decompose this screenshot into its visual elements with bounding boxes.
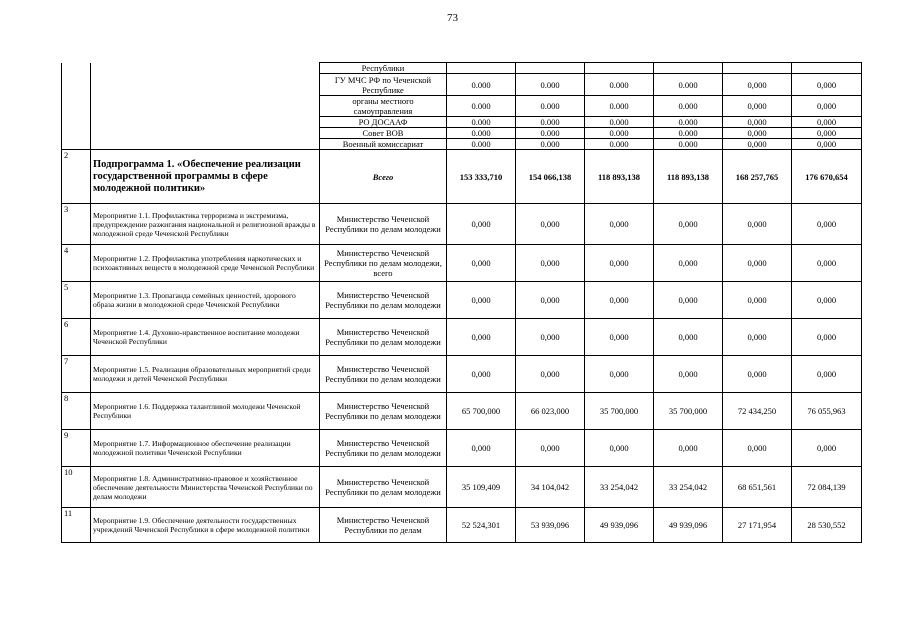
row-number-cell: 9	[62, 430, 91, 467]
value-cell: 35 700,000	[654, 393, 723, 430]
value-cell: 0.000	[447, 117, 516, 128]
value-cell: 28 530,552	[792, 508, 862, 543]
executor-cell: ГУ МЧС РФ по Чеченской Республике	[320, 74, 447, 96]
value-cell: 0,000	[516, 356, 585, 393]
row-name-cell	[91, 74, 320, 96]
executor-cell: Министерство Чеченской Республики по делам молодежи	[320, 204, 447, 245]
value-cell: 0.000	[654, 128, 723, 139]
value-cell	[447, 63, 516, 74]
executor-cell: Министерство Чеченской Республики по делам молодежи	[320, 467, 447, 508]
row-number-cell: 4	[62, 245, 91, 282]
value-cell: 0,000	[654, 282, 723, 319]
row-number-cell: 8	[62, 393, 91, 430]
value-cell: 0,000	[792, 117, 862, 128]
value-cell: 0.000	[447, 128, 516, 139]
executor-cell: Министерство Чеченской Республики по делам молодежи	[320, 319, 447, 356]
value-cell: 0,000	[654, 245, 723, 282]
value-cell: 0,000	[447, 319, 516, 356]
value-cell: 0.000	[516, 128, 585, 139]
value-cell	[792, 63, 862, 74]
value-cell: 0,000	[447, 430, 516, 467]
value-cell: 72 084,139	[792, 467, 862, 508]
value-cell: 0,000	[723, 117, 792, 128]
value-cell: 0,000	[792, 128, 862, 139]
value-cell: 0.000	[516, 74, 585, 96]
value-cell: 0,000	[792, 282, 862, 319]
row-number-cell: 2	[62, 150, 91, 204]
value-cell: 0.000	[654, 117, 723, 128]
executor-cell: Министерство Чеченской Республики по делам молодежи	[320, 356, 447, 393]
value-cell: 118 893,138	[585, 150, 654, 204]
value-cell: 65 700,000	[447, 393, 516, 430]
value-cell: 66 023,000	[516, 393, 585, 430]
value-cell: 0,000	[654, 430, 723, 467]
value-cell	[723, 63, 792, 74]
value-cell: 0.000	[516, 96, 585, 117]
value-cell: 0,000	[447, 282, 516, 319]
value-cell: 0,000	[792, 245, 862, 282]
executor-cell: Военный комиссариат	[320, 139, 447, 150]
value-cell: 0,000	[792, 139, 862, 150]
value-cell: 33 254,042	[654, 467, 723, 508]
activity-row	[62, 245, 862, 282]
value-cell: 0,000	[723, 96, 792, 117]
value-cell: 0.000	[447, 74, 516, 96]
value-cell: 0.000	[447, 96, 516, 117]
value-cell: 0,000	[516, 204, 585, 245]
value-cell: 0,000	[792, 96, 862, 117]
value-cell: 176 670,654	[792, 150, 862, 204]
value-cell: 0,000	[516, 282, 585, 319]
value-cell: 0,000	[723, 139, 792, 150]
value-cell: 0.000	[654, 139, 723, 150]
value-cell: 0,000	[447, 356, 516, 393]
row-name-cell: Мероприятие 1.7. Информационное обеспечение реализации молодежной политики Чеченской Республики	[91, 430, 320, 467]
value-cell: 0,000	[585, 430, 654, 467]
executor-cell: Всего	[320, 150, 447, 204]
value-cell: 0,000	[723, 245, 792, 282]
value-cell: 0,000	[447, 204, 516, 245]
row-name-cell: Мероприятие 1.3. Пропаганда семейных ценностей, здорового образа жизни в молодежной среде Чеченской Республики	[91, 282, 320, 319]
continuation-row	[62, 139, 862, 150]
value-cell: 0.000	[654, 96, 723, 117]
row-name-cell	[91, 63, 320, 74]
activity-row	[62, 282, 862, 319]
value-cell: 0,000	[654, 319, 723, 356]
value-cell: 52 524,301	[447, 508, 516, 543]
value-cell: 0.000	[585, 139, 654, 150]
value-cell: 0,000	[723, 282, 792, 319]
value-cell: 53 939,096	[516, 508, 585, 543]
value-cell: 0,000	[585, 356, 654, 393]
value-cell: 34 104,042	[516, 467, 585, 508]
value-cell	[654, 63, 723, 74]
row-number-cell	[62, 74, 91, 96]
value-cell: 0,000	[585, 319, 654, 356]
row-name-cell	[91, 139, 320, 150]
row-number-cell	[62, 96, 91, 117]
executor-cell: Министерство Чеченской Республики по делам молодежи, всего	[320, 245, 447, 282]
value-cell: 0,000	[723, 356, 792, 393]
continuation-row	[62, 63, 862, 74]
value-cell: 0.000	[516, 139, 585, 150]
value-cell: 33 254,042	[585, 467, 654, 508]
value-cell: 0.000	[585, 74, 654, 96]
value-cell	[516, 63, 585, 74]
row-name-cell: Мероприятие 1.5. Реализация образовательных мероприятий среди молодежи и детей Чеченской Республики	[91, 356, 320, 393]
value-cell: 0,000	[792, 204, 862, 245]
value-cell	[585, 63, 654, 74]
value-cell: 0,000	[792, 74, 862, 96]
row-number-cell: 3	[62, 204, 91, 245]
row-name-cell: Мероприятие 1.4. Духовно-нравственное воспитание молодежи Чеченской Республики	[91, 319, 320, 356]
budget-table	[61, 62, 862, 543]
row-name-cell	[91, 96, 320, 117]
value-cell: 0.000	[585, 117, 654, 128]
value-cell: 153 333,710	[447, 150, 516, 204]
value-cell: 154 066,138	[516, 150, 585, 204]
value-cell: 0,000	[447, 245, 516, 282]
activity-row	[62, 467, 862, 508]
row-number-cell	[62, 128, 91, 139]
value-cell: 0,000	[723, 204, 792, 245]
value-cell: 0,000	[723, 128, 792, 139]
value-cell: 0,000	[585, 245, 654, 282]
executor-cell: Республики	[320, 63, 447, 74]
value-cell: 49 939,096	[654, 508, 723, 543]
value-cell: 0,000	[723, 430, 792, 467]
value-cell: 68 651,561	[723, 467, 792, 508]
value-cell: 0,000	[516, 319, 585, 356]
executor-cell: Министерство Чеченской Республики по делам	[320, 508, 447, 543]
continuation-row	[62, 117, 862, 128]
row-name-cell: Мероприятие 1.6. Поддержка талантливой молодежи Чеченской Республики	[91, 393, 320, 430]
row-name-cell: Мероприятие 1.1. Профилактика терроризма и экстремизма, предупреждение разжигания национальной и религиозной вражды в молодежной среде Чеченской Республики	[91, 204, 320, 245]
row-name-cell	[91, 117, 320, 128]
value-cell: 35 109,409	[447, 467, 516, 508]
executor-cell: Министерство Чеченской Республики по делам молодежи	[320, 430, 447, 467]
value-cell: 0,000	[516, 430, 585, 467]
row-number-cell: 6	[62, 319, 91, 356]
value-cell: 76 055,963	[792, 393, 862, 430]
row-number-cell: 7	[62, 356, 91, 393]
value-cell: 0,000	[654, 356, 723, 393]
value-cell: 0,000	[585, 282, 654, 319]
value-cell: 168 257,765	[723, 150, 792, 204]
row-number-cell: 11	[62, 508, 91, 543]
value-cell: 0.000	[585, 96, 654, 117]
value-cell: 0,000	[654, 204, 723, 245]
row-name-cell: Мероприятие 1.8. Административно-правовое и хозяйственное обеспечение деятельности Министерства Чеченской Республики по делам молодежи	[91, 467, 320, 508]
value-cell: 0.000	[585, 128, 654, 139]
table-body	[62, 63, 862, 543]
activity-row	[62, 204, 862, 245]
continuation-row	[62, 96, 862, 117]
value-cell: 35 700,000	[585, 393, 654, 430]
executor-cell: РО ДОСААФ	[320, 117, 447, 128]
value-cell: 49 939,096	[585, 508, 654, 543]
activity-row	[62, 508, 862, 543]
activity-row	[62, 430, 862, 467]
row-name-cell: Мероприятие 1.2. Профилактика употребления наркотических и психоактивных веществ в молодежной среде Чеченской Республики	[91, 245, 320, 282]
row-name-cell: Мероприятие 1.9. Обеспечение деятельности государственных учреждений Чеченской Республики в сфере молодежной политики	[91, 508, 320, 543]
value-cell: 27 171,954	[723, 508, 792, 543]
value-cell: 0,000	[792, 319, 862, 356]
row-name-cell: Подпрограмма 1. «Обеспечение реализации государственной программы в сфере молодежной политики»	[91, 150, 320, 204]
executor-cell: Министерство Чеченской Республики по делам молодежи	[320, 282, 447, 319]
value-cell: 0,000	[516, 245, 585, 282]
value-cell: 72 434,250	[723, 393, 792, 430]
executor-cell: Совет ВОВ	[320, 128, 447, 139]
value-cell: 0.000	[654, 74, 723, 96]
row-number-cell: 5	[62, 282, 91, 319]
subprogram-row	[62, 150, 862, 204]
row-number-cell	[62, 139, 91, 150]
value-cell: 118 893,138	[654, 150, 723, 204]
executor-cell: органы местного самоуправления	[320, 96, 447, 117]
executor-cell: Министерство Чеченской Республики по делам молодежи	[320, 393, 447, 430]
row-number-cell: 10	[62, 467, 91, 508]
activity-row	[62, 393, 862, 430]
row-number-cell	[62, 63, 91, 74]
row-number-cell	[62, 117, 91, 128]
continuation-row	[62, 74, 862, 96]
value-cell: 0,000	[723, 74, 792, 96]
value-cell: 0,000	[585, 204, 654, 245]
activity-row	[62, 319, 862, 356]
value-cell: 0,000	[723, 319, 792, 356]
value-cell: 0,000	[792, 430, 862, 467]
continuation-row	[62, 128, 862, 139]
page-number: 73	[447, 12, 458, 24]
value-cell: 0.000	[516, 117, 585, 128]
activity-row	[62, 356, 862, 393]
row-name-cell	[91, 128, 320, 139]
value-cell: 0.000	[447, 139, 516, 150]
value-cell: 0,000	[792, 356, 862, 393]
